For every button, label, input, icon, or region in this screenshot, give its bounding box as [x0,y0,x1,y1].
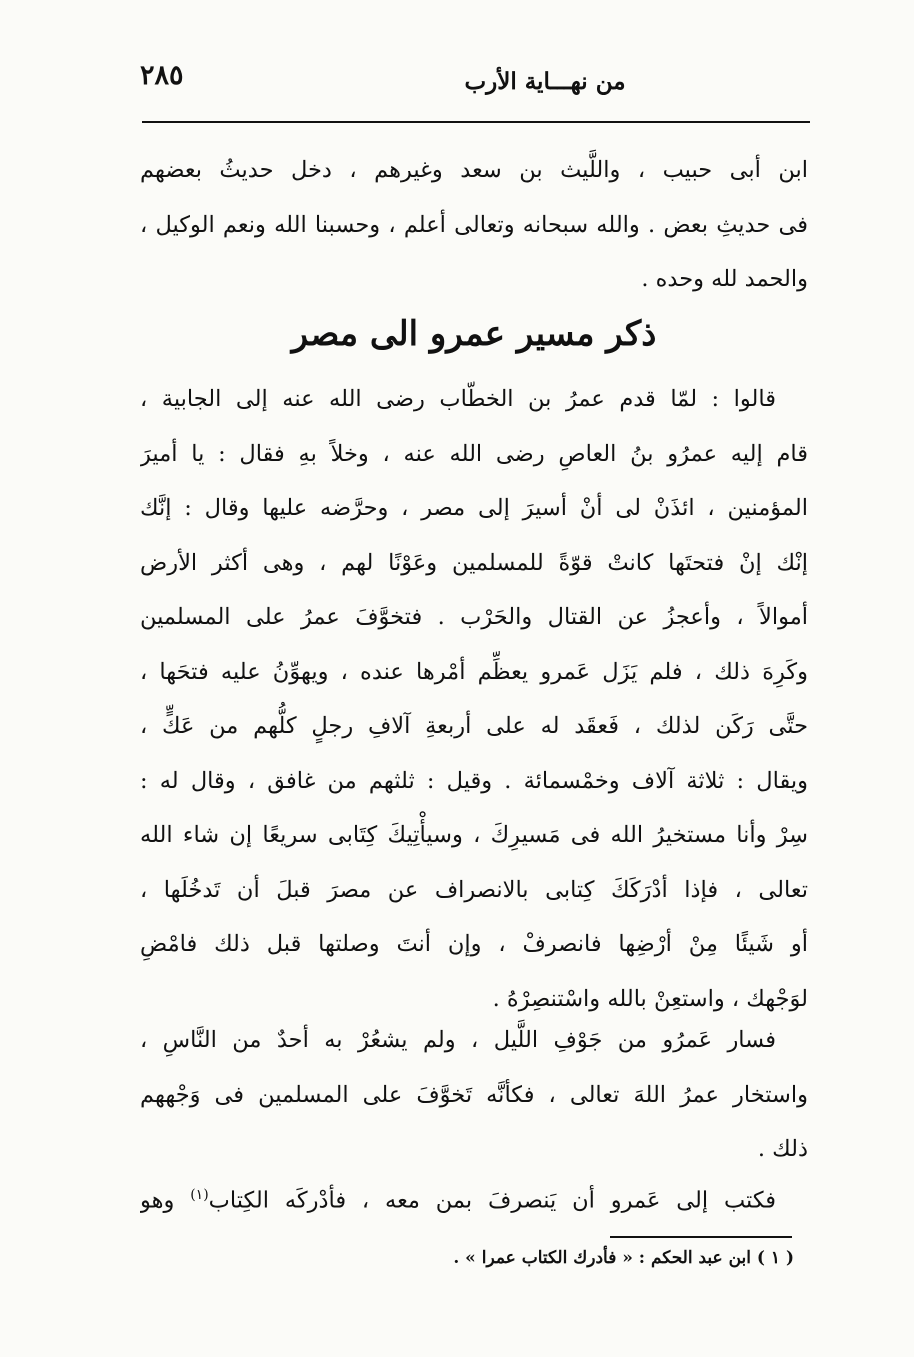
text-line: المؤمنين ، ائذَنْ لى أنْ أسيرَ إلى مصر ، وحرَّضه عليها وقال : إنَّك [140,495,808,521]
text-line: فسار عَمرُو من جَوْفِ اللَّيل ، ولم يشعُرْ به أحدٌ من النَّاسِ ، [140,1027,776,1053]
page-number: ٢٨٥ [140,60,184,91]
paragraph-1 [140,372,808,1026]
page-header [140,58,810,108]
text-line: أو شَيئًا مِنْ أرْضِها فانصرفْ ، وإن أنتَ وصلتها قبل ذلك فامْضِ [140,931,808,957]
text-line: وكَرِهَ ذلك ، فلم يَزَل عَمرو يعظِّم أمْرها عنده ، ويهوِّنُ عليه فتحَها ، [140,658,808,685]
text-line: والحمد لله وحده . [641,266,808,292]
text-line: سِرْ وأنا مستخيرُ الله فى مَسيرِكَ ، وسيأْتِيكَ كِتَابى سريعًا إن شاء الله [140,822,808,848]
text-line: فى حديثِ بعض . والله سبحانه وتعالى أعلم ، وحسبنا الله ونعم الوكيل ، [140,211,808,238]
text-line: واستخار عمرُ اللهَ تعالى ، فكأنَّه تَخوَّفَ على المسلمين فى وَجْههم [140,1081,808,1108]
text-line: ابن أبى حبيب ، واللَّيث بن سعد وغيرهم ، دخل حديثُ بعضهم [140,157,808,183]
text-line: ذلك . [757,1136,808,1162]
text-line: تعالى ، فإذا أدْرَكَكَ كِتابى بالانصراف عن مصرَ قبلَ أن تَدخُلَها ، [140,876,808,903]
text-line: حتَّى رَكَن لذلك ، فَعقَد له على أربعةِ آلافِ رجلٍ كلُّهم من عَكٍّ ، [140,713,808,739]
text-line: قام إليه عمرُو بنُ العاصِ رضى الله عنه ، وخلاً بهِ فقال : يا أميرَ [140,440,808,467]
footnote-marker: (١) [190,1187,209,1203]
text-line: قالوا : لمّا قدم عمرُ بن الخطّاب رضى الله عنه إلى الجابية ، [140,386,776,412]
text-line: لوَجْهك ، واستعِنْ بالله واسْتنصِرْهُ . [492,985,808,1012]
paragraph-2 [140,1013,808,1177]
text-line: ويقال : ثلاثة آلاف وخمْسمائة . وقيل : ثلثهم من غافق ، وقال له : [140,767,808,794]
footnote-rule [610,1236,792,1238]
paragraph-3 [140,1168,808,1223]
section-heading: ذكر مسير عمرو الى مصر [291,314,657,354]
text-line: إنْك إنْ فتحتَها كانتْ قوّةً للمسلمين وعَوْنًا لهم ، وهى أكثر الأرض [140,549,808,576]
paragraph-3-continuation: وهو [140,1187,175,1214]
text-line: أموالاً ، وأعجزُ عن القتال والحَرْب . فتخوَّفَ عمرُ على المسلمين [140,604,808,630]
paragraph-3-text: فكتب إلى عَمرو أن يَنصرفَ بمن معه ، فأدْركَه الكِتاب [208,1187,777,1214]
text-line [140,1168,808,1223]
running-title: من نهـــاية الأرب [464,68,626,95]
intro-paragraph [140,143,808,307]
header-rule [142,121,810,123]
footnote: ( ١ ) ابن عبد الحكم : « فأدرك الكتاب عمرا » . [453,1248,794,1268]
